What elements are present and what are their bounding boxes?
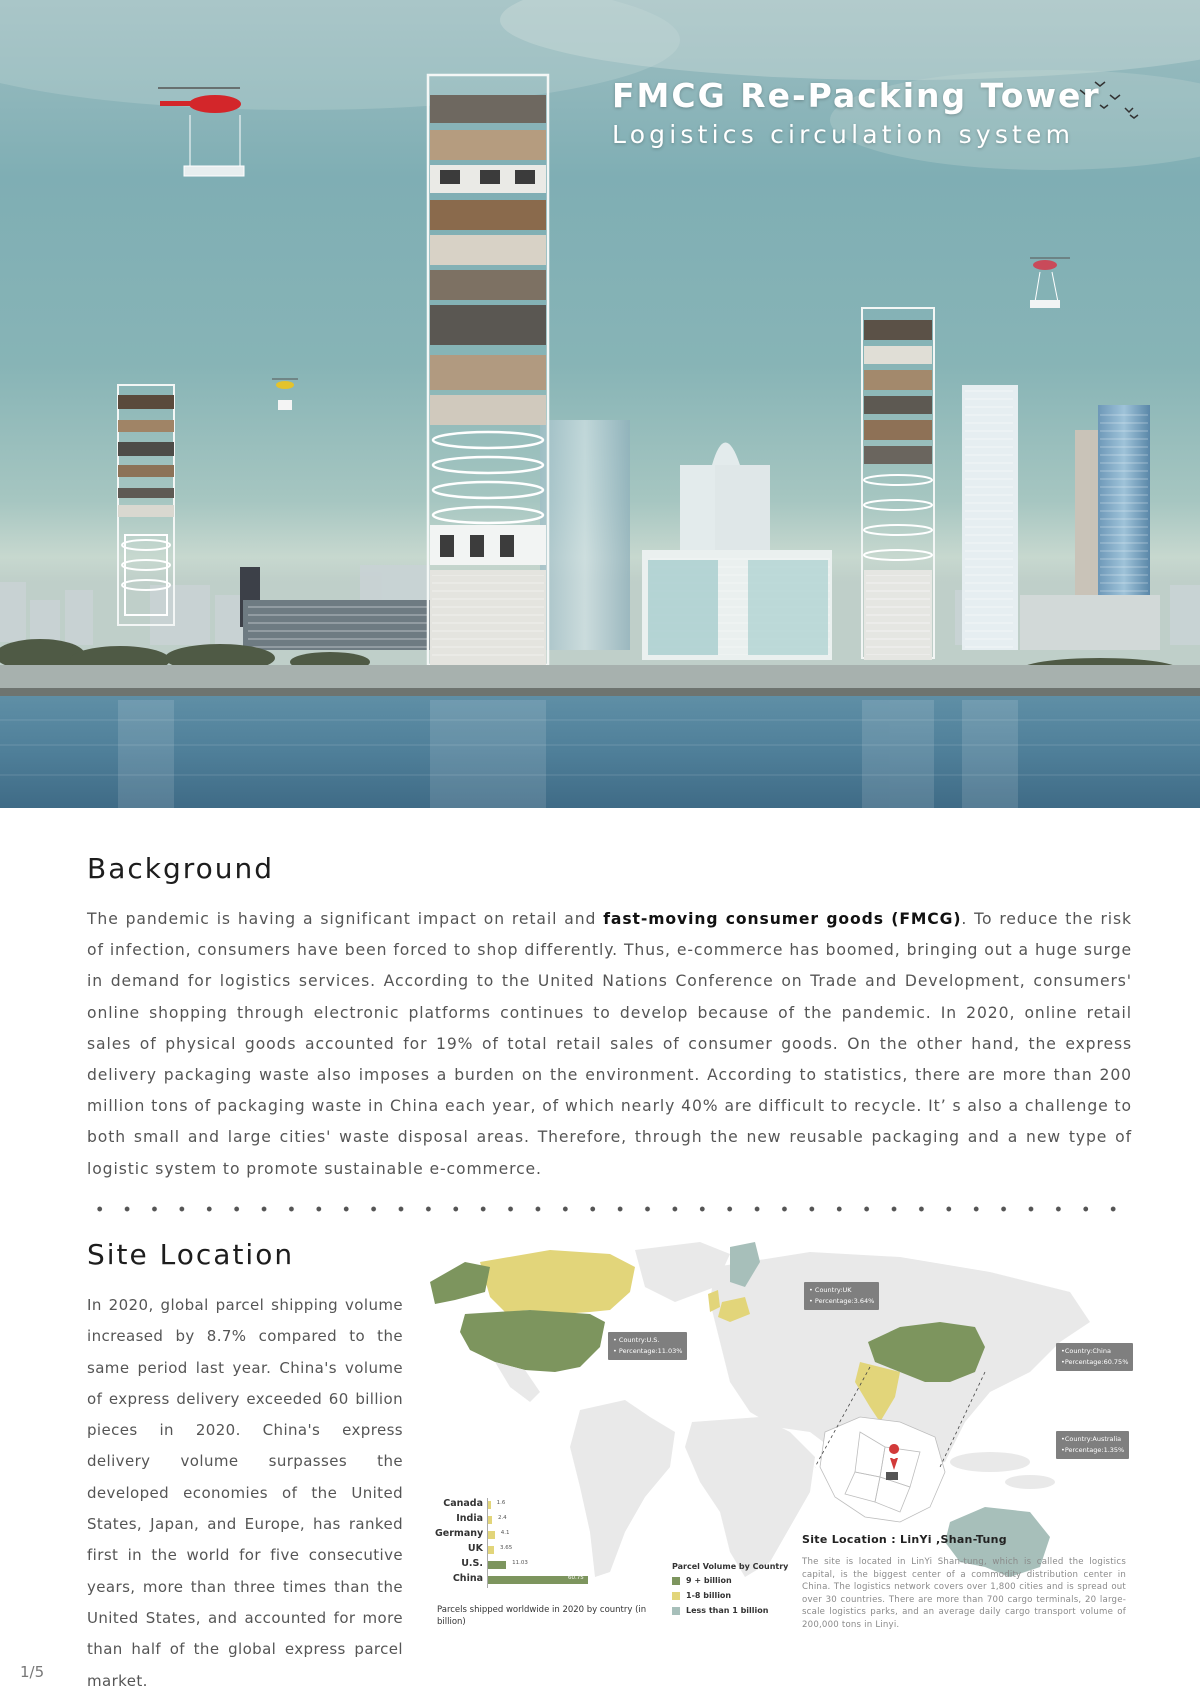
center-tower <box>428 75 548 665</box>
legend-swatch <box>672 1607 680 1615</box>
site-location-heading: Site Location <box>87 1238 295 1271</box>
tooltip-china: •Country:China •Percentage:60.75% <box>1056 1343 1133 1371</box>
hero-title: FMCG Re-Packing Tower <box>612 76 1101 115</box>
bar-label: U.S. <box>461 1558 483 1569</box>
tooltip-us: • Country:U.S. • Percentage:11.03% <box>608 1332 687 1360</box>
bar-label: China <box>452 1573 483 1584</box>
tooltip-australia: •Country:Australia •Percentage:1.35% <box>1056 1431 1129 1459</box>
right-tower <box>862 308 934 660</box>
bar <box>488 1516 492 1524</box>
bar-value: 11.03 <box>512 1560 528 1566</box>
site-info-title: Site Location : LinYi ,Shan-Tung <box>802 1533 1007 1546</box>
bar-label: Germany <box>435 1528 484 1539</box>
bar-chart-caption: Parcels shipped worldwide in 2020 by country (in billion) <box>437 1605 647 1627</box>
drone-small <box>272 379 298 410</box>
bar <box>488 1561 506 1569</box>
hero-rendering <box>0 0 1200 808</box>
page-number: 1/5 <box>20 1663 45 1681</box>
map-legend <box>672 1562 802 1621</box>
helicopter-right <box>1030 258 1070 308</box>
background-text-start: The pandemic is having a significant impact on retail and <box>87 910 604 928</box>
site-location-paragraph: In 2020, global parcel shipping volume increased by 8.7% compared to the same period last year. China's volume of express delivery exceeded 60 billion pieces in 2020. China's express delivery volume surpasses the developed economies of the United States, Japan, and Europe, has ranked first in the world for five consecutive years, more than three times than the United States, and accounted for more than half of the global express parcel market. <box>87 1296 403 1690</box>
bar <box>488 1546 494 1554</box>
legend-item-high: 9 + billion <box>672 1576 802 1591</box>
bar-row-us <box>435 1558 635 1572</box>
bar-row-china <box>435 1573 635 1587</box>
background-paragraph <box>87 904 1132 1185</box>
legend-swatch <box>672 1592 680 1600</box>
background-text-bold: fast-moving consumer goods (FMCG) <box>603 910 962 928</box>
bar-value: 3.65 <box>500 1545 513 1551</box>
site-info-text: The site is located in LinYi Shan-tung, which is called the logistics capital, is the biggest center of a commodity distribution center in China. The logistics network covers over 1,800 cities and is spread out over 30 countries. There are more than 700 cargo terminals, 20 large-scale logistics parks, and an average daily cargo transport volume of 200,000 tons in Linyi. <box>802 1557 1126 1630</box>
background-text-end: . To reduce the risk of infection, consumers have been forced to shop differently. Thus, e-commerce has boomed, bringing out a huge surge in demand for logistics services. According to the United Nations Conference on Trade and Development, consumers' online shopping through electronic platforms continues to develop because of the pandemic. In 2020, online retail sales of physical goods accounted for 19% of total retail sales of consumer goods. On the other hand, the express delivery packaging waste also imposes a burden on the environment. According to statistics, there are more than 200 million tons of packaging waste in China each year, of which nearly 40% are difficult to recycle. It’ s also a challenge to both small and large cities' waste disposal areas. Therefore, through the new reusable packaging and a new type of logistic system to promote sustainable e-commerce. <box>87 910 1132 1178</box>
legend-title: Parcel Volume by Country <box>672 1562 789 1571</box>
bar-row-india <box>435 1513 635 1527</box>
bar-label: Canada <box>443 1498 483 1509</box>
legend-item-mid: 1-8 billion <box>672 1591 802 1606</box>
legend-item-low: Less than 1 billion <box>672 1606 802 1621</box>
bar-row-canada <box>435 1498 635 1512</box>
bar <box>488 1531 495 1539</box>
background-heading: Background <box>87 852 275 885</box>
bar-row-uk <box>435 1543 635 1557</box>
bar-value: 60.75 <box>568 1575 584 1581</box>
dotted-divider <box>86 1206 1134 1212</box>
bar-row-germany <box>435 1528 635 1542</box>
hero-subtitle: Logistics circulation system <box>612 120 1075 149</box>
bar-label: UK <box>467 1543 483 1554</box>
helicopter-left <box>158 88 244 176</box>
bar-value: 2.4 <box>497 1515 507 1521</box>
bar-label: India <box>456 1513 483 1524</box>
bar <box>488 1501 491 1509</box>
tooltip-uk: • Country:UK • Percentage:3.64% <box>804 1282 879 1310</box>
bar-value: 4.1 <box>500 1530 510 1536</box>
bar-value: 1.6 <box>496 1500 506 1506</box>
legend-swatch <box>672 1577 680 1585</box>
